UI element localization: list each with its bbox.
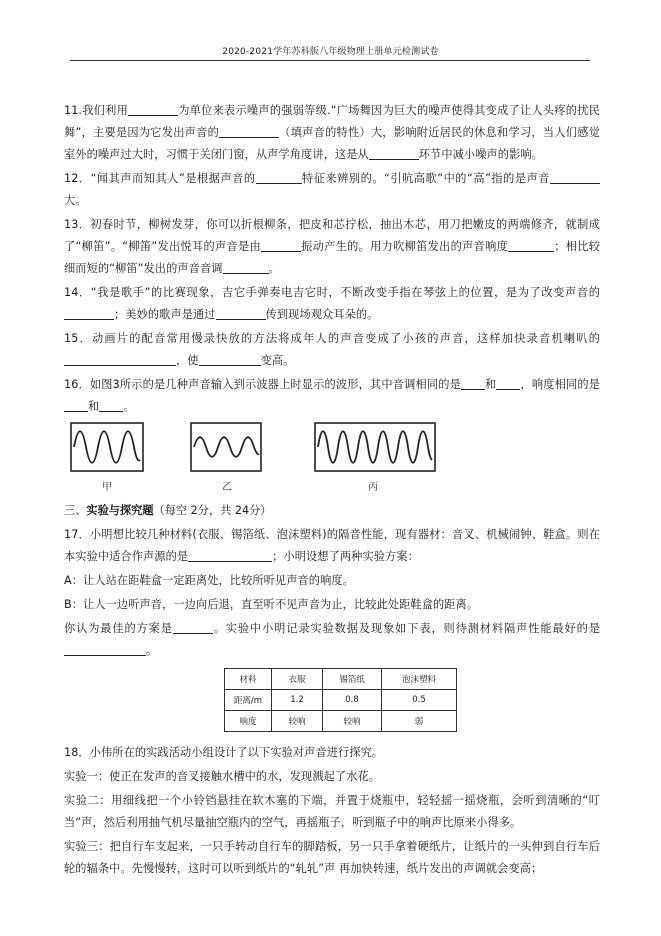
q14-text-2: ；美妙的歌声是通过 <box>114 308 216 321</box>
q16-text-1: 16．如图3所示的是几种声音输入到示波器上时显示的波形，其中音调相同的是 <box>64 378 461 391</box>
q16-text-4: 和 <box>88 400 100 413</box>
question-16 <box>64 374 600 418</box>
waveform-bing <box>314 422 436 472</box>
q11-blank-2[interactable] <box>219 125 279 138</box>
q18-experiment-3: 实验三：把自行车支起来，一只手转动自行车的脚踏板，另一只手拿着硬纸片，让纸片的一头伸到自行车后轮的辐条中。先慢慢转，这时可以听到纸片的“轧轧”声 再加快转速，纸片发出的声调就会变高； <box>64 840 600 875</box>
q13-text-3: ；相比较细而短的“柳笛”发出的声音音调 <box>64 240 600 275</box>
q11-text-1: 11.我们利用 <box>64 104 129 117</box>
q17-text-2: ；小明设想了两种实验方案： <box>272 550 419 563</box>
q17-data-table <box>224 668 457 732</box>
table-row <box>225 690 457 711</box>
table-cell: 较响 <box>323 711 382 732</box>
question-11 <box>64 100 600 166</box>
q11-blank-3[interactable] <box>369 147 419 160</box>
q11-blank-1[interactable] <box>128 103 178 116</box>
q16-blank-2[interactable] <box>496 377 520 390</box>
q16-blank-3[interactable] <box>64 399 88 412</box>
waveform-figure <box>64 422 600 494</box>
q15-text-3: 变高。 <box>260 354 295 367</box>
content <box>64 100 600 882</box>
table-cell: 较响 <box>272 711 323 732</box>
section-3-points: （每空 2分，共 24分） <box>153 504 272 517</box>
waveform-yi-frame <box>191 423 261 471</box>
q18-experiment-2: 实验二：用细线把一个小铃铛悬挂在软木塞的下端，并置于烧瓶中，轻轻摇一摇烧瓶，会听到清晰的“叮当”声，然后利用抽气机尽量抽空瓶内的空气，再摇瓶子，听到瓶子中的响声比原来小得多。 <box>64 794 600 829</box>
q14-text-1: 14．“我是歌手”的比赛现象，吉它手弹奏电吉它时，不断改变手指在琴弦上的位置，是为了改变声音的 <box>64 286 600 299</box>
waveform-yi-curve <box>194 437 259 457</box>
header-rule <box>70 60 590 61</box>
page-header: 2020-2021学年苏科版八年级物理上册单元检测试卷 <box>222 47 439 57</box>
waveform-bing-curve <box>318 431 432 463</box>
table-cell: 0.5 <box>382 690 457 711</box>
question-12 <box>64 168 600 212</box>
table-header-cell: 锡箔纸 <box>323 669 382 690</box>
q17-text-4: 。实验中小明记录实验数据及现象如下表，则待测材料隔声性能最好的是 <box>212 622 601 635</box>
q17-option-b: B：让人一边听声音，一边向后退，直至听不见声音为止，比较此处距鞋盒的距离。 <box>64 598 479 611</box>
q13-text-2: 振动产生的。用力吹柳笛发出的声音响度 <box>300 240 509 253</box>
q16-text-3: ，响度相同的是 <box>520 378 600 391</box>
table-cell: 弱 <box>382 711 457 732</box>
q17-answer-line <box>64 618 600 662</box>
q18-experiment-1: 实验一：使正在发声的音叉接触水槽中的水，发现溅起了水花。 <box>64 770 381 783</box>
q11-text-4: 环节中减小噪声的影响。 <box>418 148 543 161</box>
q16-blank-4[interactable] <box>99 399 123 412</box>
waveform-label-yi: 乙 <box>222 482 232 493</box>
q12-text-1: 12．“闻其声而知其人”是根据声音的 <box>64 172 256 185</box>
q13-blank-2[interactable] <box>508 239 554 252</box>
table-header-row <box>225 669 457 690</box>
q15-blank-2[interactable] <box>199 353 261 366</box>
section-3-title <box>64 500 600 522</box>
q11-text-2: 为单位来表示噪声的强弱等级.“广场舞因为巨大的噪声使得其变成了让人头疼的扰民舞”，主要是因为它发出声音的 <box>64 104 600 139</box>
q16-text-5: 。 <box>123 400 135 413</box>
table-cell: 0.8 <box>323 690 382 711</box>
q13-text-4: 。 <box>268 262 280 275</box>
question-15 <box>64 328 600 372</box>
q16-blank-1[interactable] <box>461 377 485 390</box>
question-14 <box>64 282 600 326</box>
waveform-jia-curve <box>74 431 140 463</box>
question-18: 18．小伟所在的实践活动小组设计了以下实验对声音进行探究。 <box>64 746 384 759</box>
table-header-cell: 衣服 <box>272 669 323 690</box>
q13-blank-3[interactable] <box>223 261 269 274</box>
waveform-bing-frame <box>315 423 435 471</box>
waveform-yi <box>190 422 262 472</box>
q11-text-3: （填声音的特性）大，影响附近居民的休息和学习，当人们感觉室外的噪声过大时，习惯于关闭门窗，从声学角度讲，这是从 <box>64 126 600 161</box>
table-cell: 距离/m <box>225 690 272 711</box>
q12-text-3: 大。 <box>64 194 87 207</box>
q15-text-1: 15．动画片的配音常用慢录快放的方法将成年人的声音变成了小孩的声音，这样加快录音机喇叭的 <box>64 332 600 345</box>
waveform-jia <box>70 422 144 472</box>
table-header-cell: 材料 <box>225 669 272 690</box>
q15-blank-1[interactable] <box>64 353 176 366</box>
table-header-cell: 泡沫塑料 <box>382 669 457 690</box>
q17-blank-1[interactable] <box>188 549 272 562</box>
q17-blank-3[interactable] <box>64 643 146 656</box>
waveform-label-jia: 甲 <box>102 482 112 493</box>
q16-text-2: 和 <box>484 378 497 391</box>
table-row <box>225 711 457 732</box>
q17-text-5: 。 <box>146 644 158 657</box>
q14-blank-1[interactable] <box>64 307 114 320</box>
section-3-prefix: 三、 <box>64 504 87 517</box>
table-cell: 1.2 <box>272 690 323 711</box>
question-13 <box>64 214 600 280</box>
q12-text-2: 特征来辨别的。“引吭高歌”中的“高”指的是声音 <box>301 172 550 185</box>
q17-option-a: A：让人站在距鞋盒一定距离处，比较所听见声音的响度。 <box>64 574 354 587</box>
q17-blank-2[interactable] <box>173 621 213 634</box>
section-3-heading: 实验与探究题 <box>86 504 154 517</box>
q13-text-1: 13．初春时节，柳树发芽，你可以折根柳条，把皮和芯拧松，抽出木芯，用刀把嫩皮的两端修齐，就制成了“柳笛”。“柳笛”发出悦耳的声音是由 <box>64 218 600 253</box>
waveform-jia-frame <box>71 423 143 471</box>
q14-blank-2[interactable] <box>216 307 266 320</box>
table-cell: 响度 <box>225 711 272 732</box>
q13-blank-1[interactable] <box>261 239 301 252</box>
q12-blank-2[interactable] <box>550 171 600 184</box>
q17-text-3: 你认为最佳的方案是 <box>64 622 173 635</box>
q17-text-1: 17．小明想比较几种材料(衣服、锡箔纸、泡沫塑料)的隔音性能，现有器材：音叉、机械闹钟、鞋盒。则在本实验中适合作声源的是 <box>64 528 600 563</box>
q12-blank-1[interactable] <box>256 171 302 184</box>
waveform-label-bing: 丙 <box>368 482 378 493</box>
question-17 <box>64 524 600 568</box>
q14-text-3: 传到现场观众耳朵的。 <box>265 308 379 321</box>
q15-text-2: ，使 <box>176 354 199 367</box>
